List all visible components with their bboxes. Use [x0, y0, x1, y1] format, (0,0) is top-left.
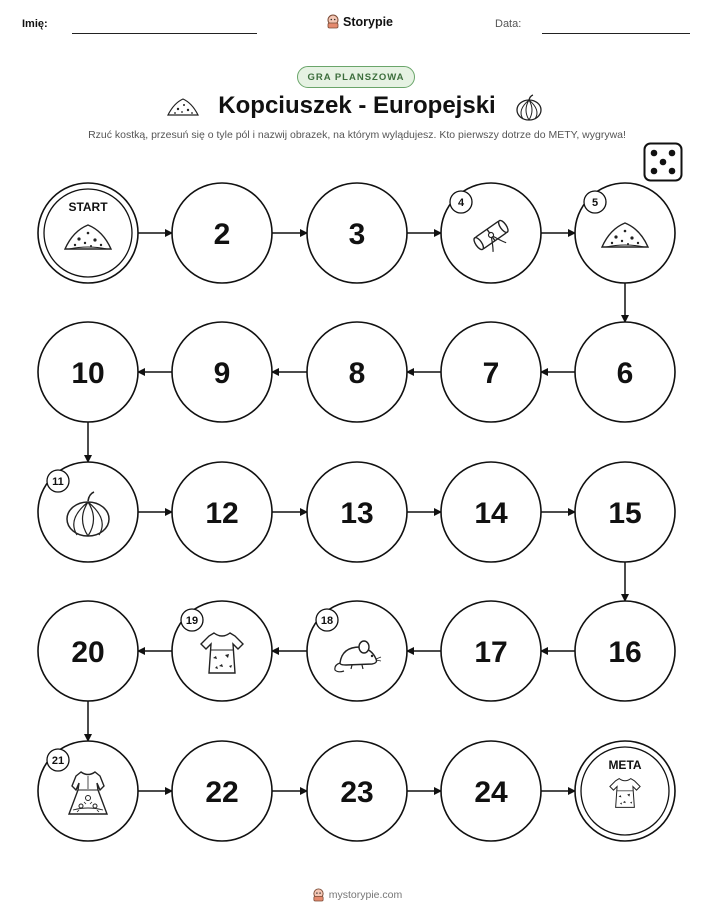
brand-name: Storypie — [343, 14, 394, 29]
board-space-1 — [38, 183, 138, 283]
board-space-18 — [307, 601, 407, 701]
space-number: 24 — [474, 776, 508, 809]
board-space-10 — [38, 322, 138, 422]
board-space-13 — [307, 462, 407, 562]
board-space-2 — [172, 183, 272, 283]
space-number: 2 — [213, 218, 231, 251]
space-number: 5 — [591, 197, 599, 209]
date-label: Data: — [495, 18, 522, 30]
space-number: 23 — [340, 776, 374, 809]
board-space-20 — [38, 601, 138, 701]
board-space-17 — [441, 601, 541, 701]
board-space-3 — [307, 183, 407, 283]
space-number: 18 — [320, 615, 334, 627]
space-number: 12 — [205, 497, 239, 530]
board-space-12 — [172, 462, 272, 562]
board-space-5 — [575, 183, 675, 283]
board-space-6 — [575, 322, 675, 422]
footer-url: mystorypie.com — [328, 889, 403, 901]
space-number: 10 — [71, 357, 105, 390]
board-space-11 — [38, 462, 138, 562]
board-space-4 — [441, 183, 541, 283]
name-label: Imię: — [22, 18, 48, 30]
board-space-14 — [441, 462, 541, 562]
space-number: 11 — [52, 476, 64, 488]
space-number: 14 — [474, 497, 508, 530]
space-number: 13 — [340, 497, 374, 530]
board-space-22 — [172, 741, 272, 841]
board-space-9 — [172, 322, 272, 422]
board-space-25 — [575, 741, 675, 841]
board-space-21 — [38, 741, 138, 841]
space-number: 7 — [482, 357, 500, 390]
board-space-19 — [172, 601, 272, 701]
space-number: 16 — [608, 636, 642, 669]
board-space-7 — [441, 322, 541, 422]
space-number: 4 — [457, 197, 465, 209]
instructions: Rzuć kostką, przesuń się o tyle pól i nazwij obrazek, na którym wylądujesz. Kto pierwszy dotrze do METY, wygrywa! — [88, 129, 626, 141]
space-number: 15 — [608, 497, 642, 530]
storypie-logo-icon — [312, 888, 325, 902]
space-number: 20 — [71, 636, 105, 669]
board-space-23 — [307, 741, 407, 841]
start-label: START — [68, 200, 108, 214]
board-space-16 — [575, 601, 675, 701]
space-number: 8 — [348, 357, 366, 390]
category-badge: GRA PLANSZOWA — [297, 66, 415, 88]
space-number: 3 — [348, 218, 366, 251]
board-space-15 — [575, 462, 675, 562]
board-cells — [38, 183, 675, 841]
space-number: 19 — [185, 615, 199, 627]
space-number: 6 — [616, 357, 634, 390]
meta-label: META — [608, 758, 642, 772]
board-space-8 — [307, 322, 407, 422]
space-number: 9 — [213, 357, 231, 390]
space-number: 17 — [474, 636, 508, 669]
page-title: Kopciuszek - Europejski — [218, 92, 496, 119]
space-number: 22 — [205, 776, 239, 809]
footer — [0, 888, 714, 902]
board-space-24 — [441, 741, 541, 841]
space-number: 21 — [51, 755, 65, 767]
